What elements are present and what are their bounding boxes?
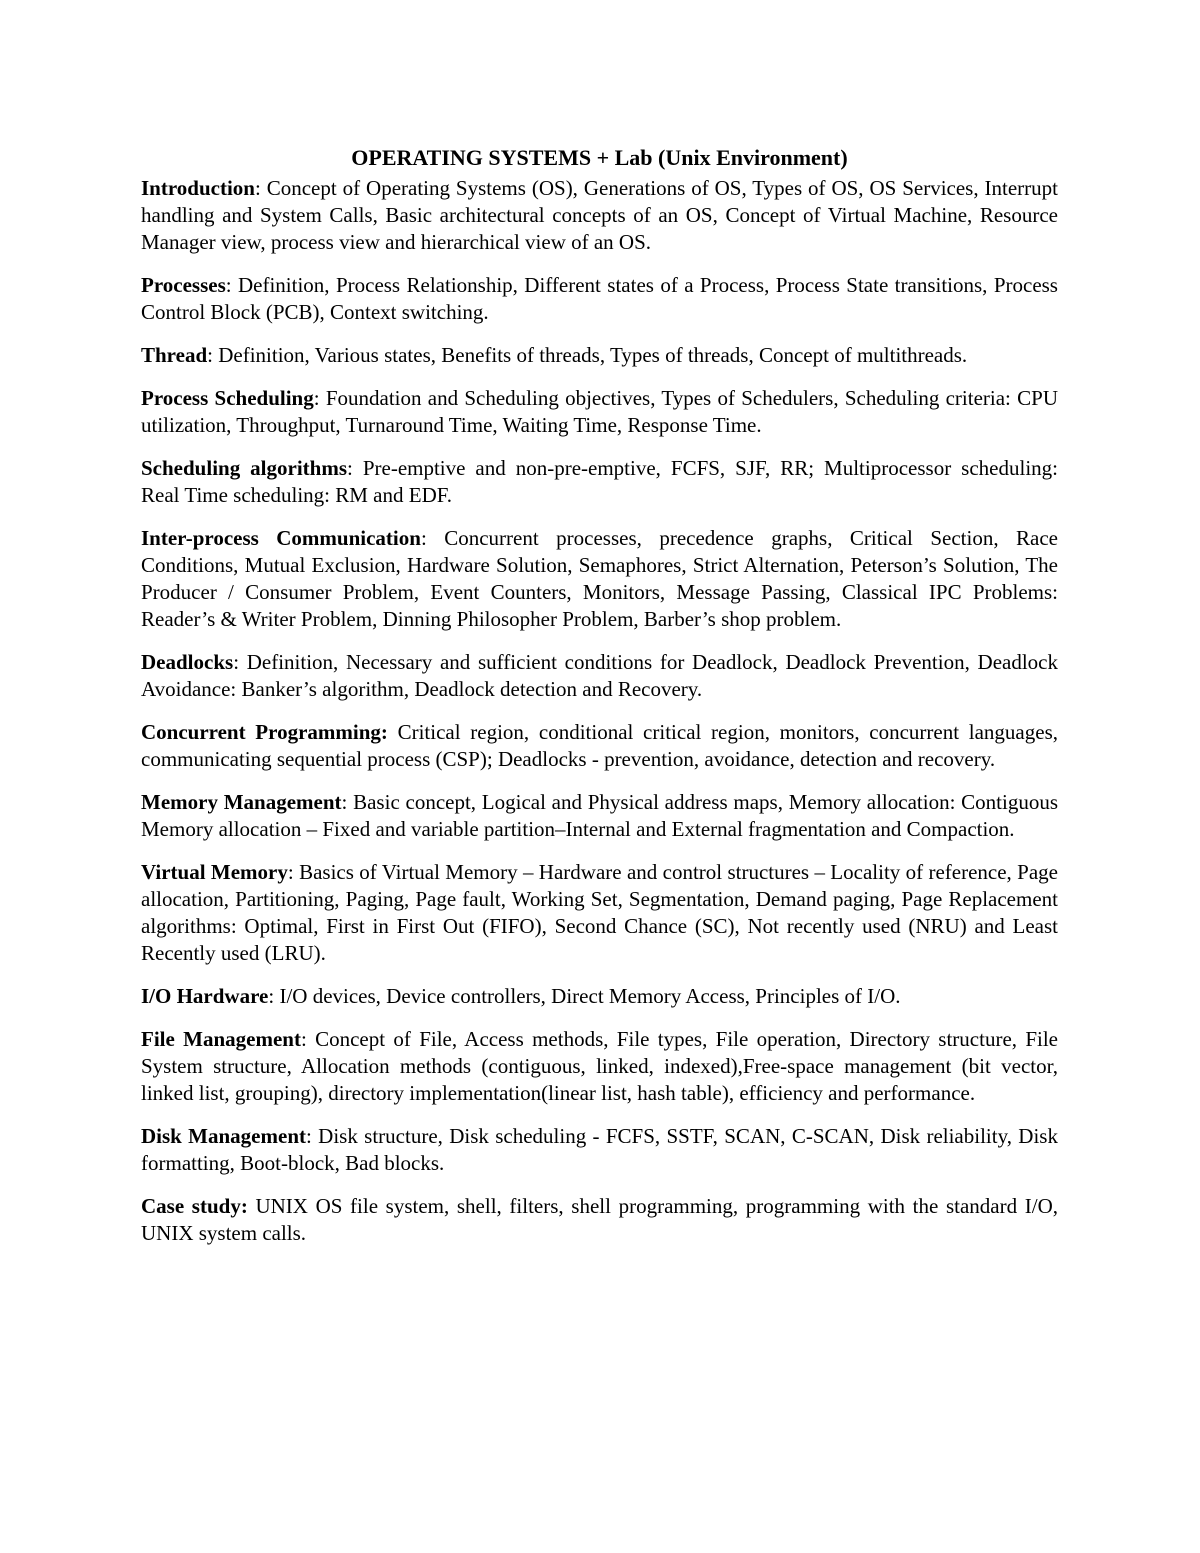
- syllabus-section: [141, 859, 1058, 968]
- section-separator: :: [313, 385, 326, 410]
- section-body: Basic concept, Logical and Physical address maps, Memory allocation: Contiguous Memory allocation – Fixed and variable partition–Internal and External fragmentation and Compaction.: [141, 789, 1059, 841]
- section-heading: Memory Management: [141, 789, 342, 814]
- document-body: [141, 143, 1058, 1263]
- syllabus-section: [141, 342, 1058, 369]
- section-heading: I/O Hardware: [141, 983, 269, 1008]
- section-body: Basics of Virtual Memory – Hardware and control structures – Locality of reference, Page allocation, Partitioning, Paging, Page fault, Working Set, Segmentation, Demand paging, Page Replacement algorithms: Optimal, First in First Out (FIFO), Second Chance (SC), Not recently used (NRU) and Least Recently used (LRU).: [141, 859, 1058, 966]
- section-body: Disk structure, Disk scheduling - FCFS, SSTF, SCAN, C-SCAN, Disk reliability, Disk formatting, Boot-block, Bad blocks.: [141, 1123, 1058, 1175]
- section-body: Concurrent processes, precedence graphs, Critical Section, Race Conditions, Mutual Exclusion, Hardware Solution, Semaphores, Strict Alternation, Peterson’s Solution, The Producer / Consumer Problem, Event Counters, Monitors, Message Passing, Classical IPC Problems: Reader’s & Writer Problem, Dinning Philosopher Problem, Barber’s shop problem.: [141, 525, 1058, 632]
- section-heading: Scheduling algorithms: [141, 455, 348, 480]
- section-heading: Inter-process Communication: [141, 525, 421, 550]
- syllabus-section: [141, 272, 1058, 326]
- syllabus-section: [141, 719, 1058, 773]
- section-heading: Process Scheduling: [141, 385, 314, 410]
- section-body: Definition, Process Relationship, Different states of a Process, Process State transitions, Process Control Block (PCB), Context switching.: [141, 273, 1058, 325]
- section-separator: :: [254, 176, 267, 200]
- section-separator: :: [233, 649, 247, 674]
- section-separator: :: [300, 1026, 316, 1051]
- section-heading: Concurrent Programming:: [141, 719, 388, 744]
- section-heading: File Management: [141, 1026, 301, 1051]
- syllabus-section: [141, 175, 1058, 257]
- section-body: Critical region, conditional critical region, monitors, concurrent languages, communicating sequential process (CSP); Deadlocks - prevention, avoidance, detection and recovery.: [141, 719, 1058, 771]
- section-separator: :: [341, 789, 354, 814]
- section-heading: Disk Management: [141, 1123, 306, 1148]
- section-body: Definition, Necessary and sufficient conditions for Deadlock, Deadlock Prevention, Deadlock Avoidance: Banker’s algorithm, Deadlock detection and Recovery.: [141, 649, 1059, 702]
- syllabus-sections: [141, 175, 1058, 1247]
- section-heading: Deadlocks: [141, 649, 234, 674]
- section-body: Definition, Various states, Benefits of threads, Types of threads, Concept of multithreads.: [218, 343, 968, 368]
- section-body: I/O devices, Device controllers, Direct Memory Access, Principles of I/O.: [279, 983, 901, 1008]
- section-heading: Virtual Memory: [141, 859, 288, 884]
- syllabus-section: [141, 1026, 1058, 1108]
- syllabus-section: [141, 1123, 1058, 1177]
- section-body: UNIX OS file system, shell, filters, shell programming, programming with the standard I/O, UNIX system calls.: [141, 1193, 1058, 1245]
- section-separator: :: [268, 983, 280, 1008]
- section-heading: Introduction: [141, 176, 255, 200]
- section-separator: :: [420, 525, 445, 550]
- syllabus-section: [141, 525, 1058, 634]
- section-heading: Processes: [141, 273, 226, 298]
- document-title: OPERATING SYSTEMS + Lab (Unix Environment): [351, 145, 848, 170]
- section-heading: Case study:: [141, 1193, 248, 1218]
- section-heading: Thread: [141, 343, 208, 368]
- syllabus-section: [141, 789, 1058, 843]
- section-body: Concept of Operating Systems (OS), Generations of OS, Types of OS, OS Services, Interrupt handling and System Calls, Basic architectural concepts of an OS, Concept of Virtual Machine, Resource Manager view, process view and hierarchical view of an OS.: [141, 176, 1058, 255]
- section-separator: :: [225, 273, 238, 298]
- syllabus-section: [141, 385, 1058, 439]
- section-body: Concept of File, Access methods, File types, File operation, Directory structure, File System structure, Allocation methods (contiguous, linked, indexed),Free-space management (bit vector, linked list, grouping), directory implementation(linear list, hash table), efficiency and performance.: [141, 1026, 1059, 1105]
- section-separator: :: [207, 343, 219, 368]
- section-separator: :: [347, 455, 363, 480]
- section-separator: :: [306, 1123, 319, 1148]
- syllabus-section: [141, 1193, 1058, 1247]
- section-separator: :: [287, 859, 300, 884]
- section-separator: [388, 720, 398, 744]
- section-body: Foundation and Scheduling objectives, Types of Schedulers, Scheduling criteria: CPU utilization, Throughput, Turnaround Time, Waiting Time, Response Time.: [141, 385, 1058, 437]
- syllabus-section: [141, 649, 1058, 703]
- syllabus-section: [141, 455, 1058, 509]
- syllabus-section: [141, 983, 1058, 1010]
- section-body: Pre-emptive and non-pre-emptive, FCFS, SJF, RR; Multiprocessor scheduling: Real Time scheduling: RM and EDF.: [141, 455, 1058, 507]
